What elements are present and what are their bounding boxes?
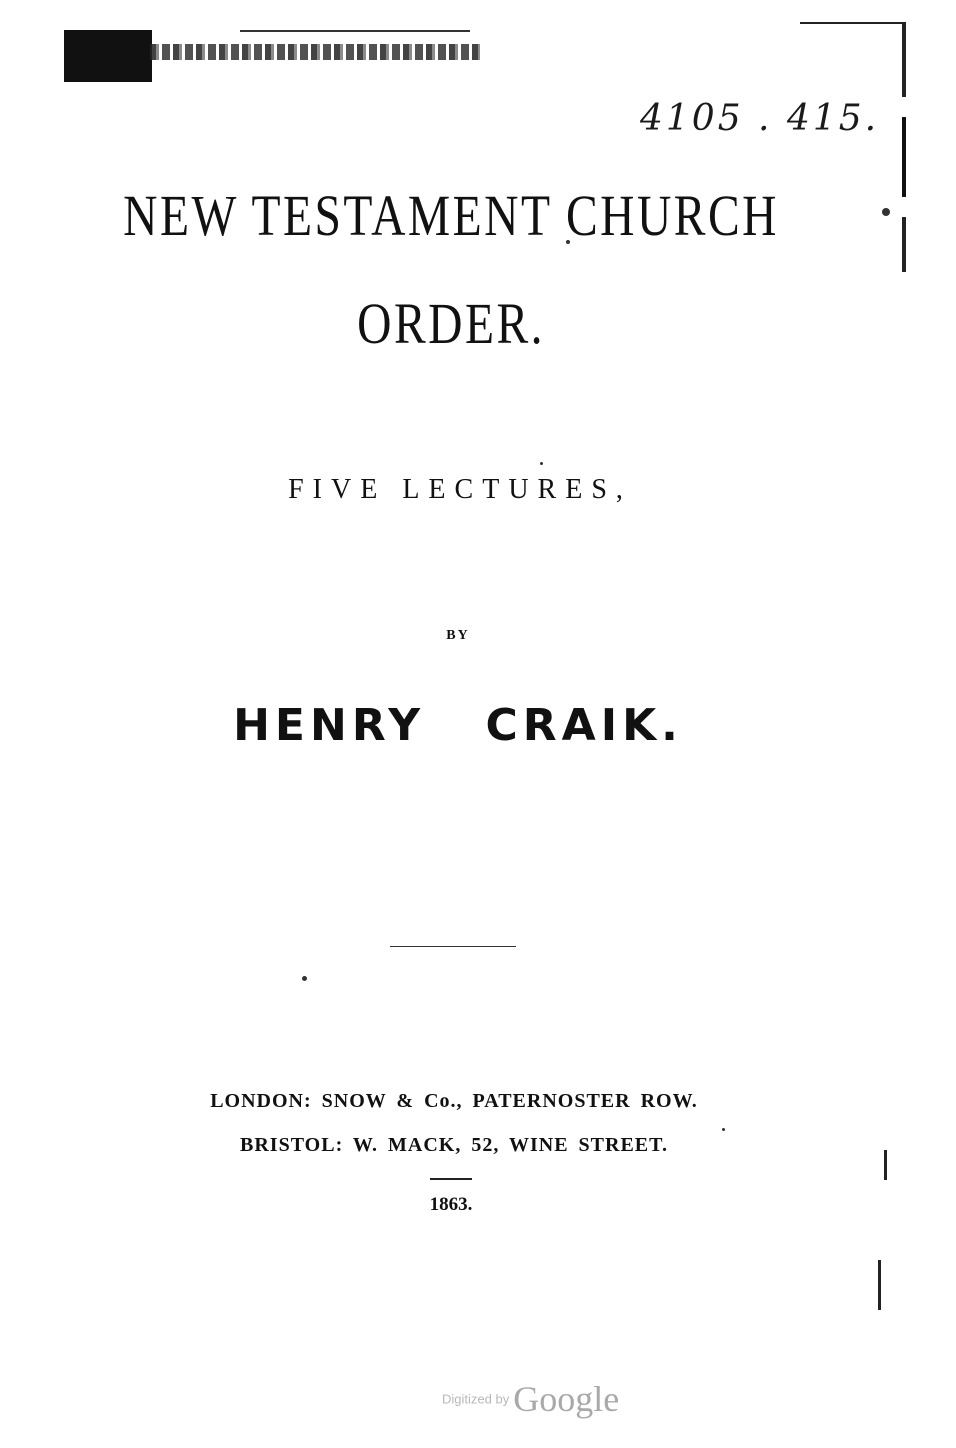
speck: [722, 1128, 725, 1131]
scan-artifact-line: [240, 30, 470, 32]
publication-year: 1863.: [429, 1194, 473, 1215]
digitized-watermark: [442, 1378, 619, 1420]
scan-artifact-marks: [870, 1150, 890, 1320]
byline: BY: [446, 628, 470, 643]
watermark-brand: Google: [513, 1379, 620, 1419]
handwritten-shelfmark: 4105 . 415.: [640, 98, 880, 139]
year-rule: [430, 1178, 472, 1180]
speck: [540, 462, 543, 465]
title-line-1: NEW TESTAMENT CHURCH: [123, 183, 779, 248]
imprint-bristol: BRISTOL: W. MACK, 52, WINE STREET.: [240, 1134, 668, 1156]
imprint-london: LONDON: SNOW & Co., PATERNOSTER ROW.: [210, 1090, 698, 1112]
subtitle: FIVE LECTURES,: [288, 474, 632, 505]
divider-rule: [390, 946, 516, 947]
scan-artifact-block: [64, 30, 152, 82]
scan-artifact-line: [800, 22, 905, 24]
speck: [302, 976, 307, 981]
scan-artifact-smear: [150, 44, 480, 60]
title-line-2: ORDER.: [357, 291, 545, 356]
watermark-prefix: Digitized by: [442, 1391, 510, 1407]
speck: [882, 208, 890, 216]
author-name: HENRY CRAIK.: [233, 700, 683, 751]
scan-artifact-edge: [902, 22, 906, 272]
